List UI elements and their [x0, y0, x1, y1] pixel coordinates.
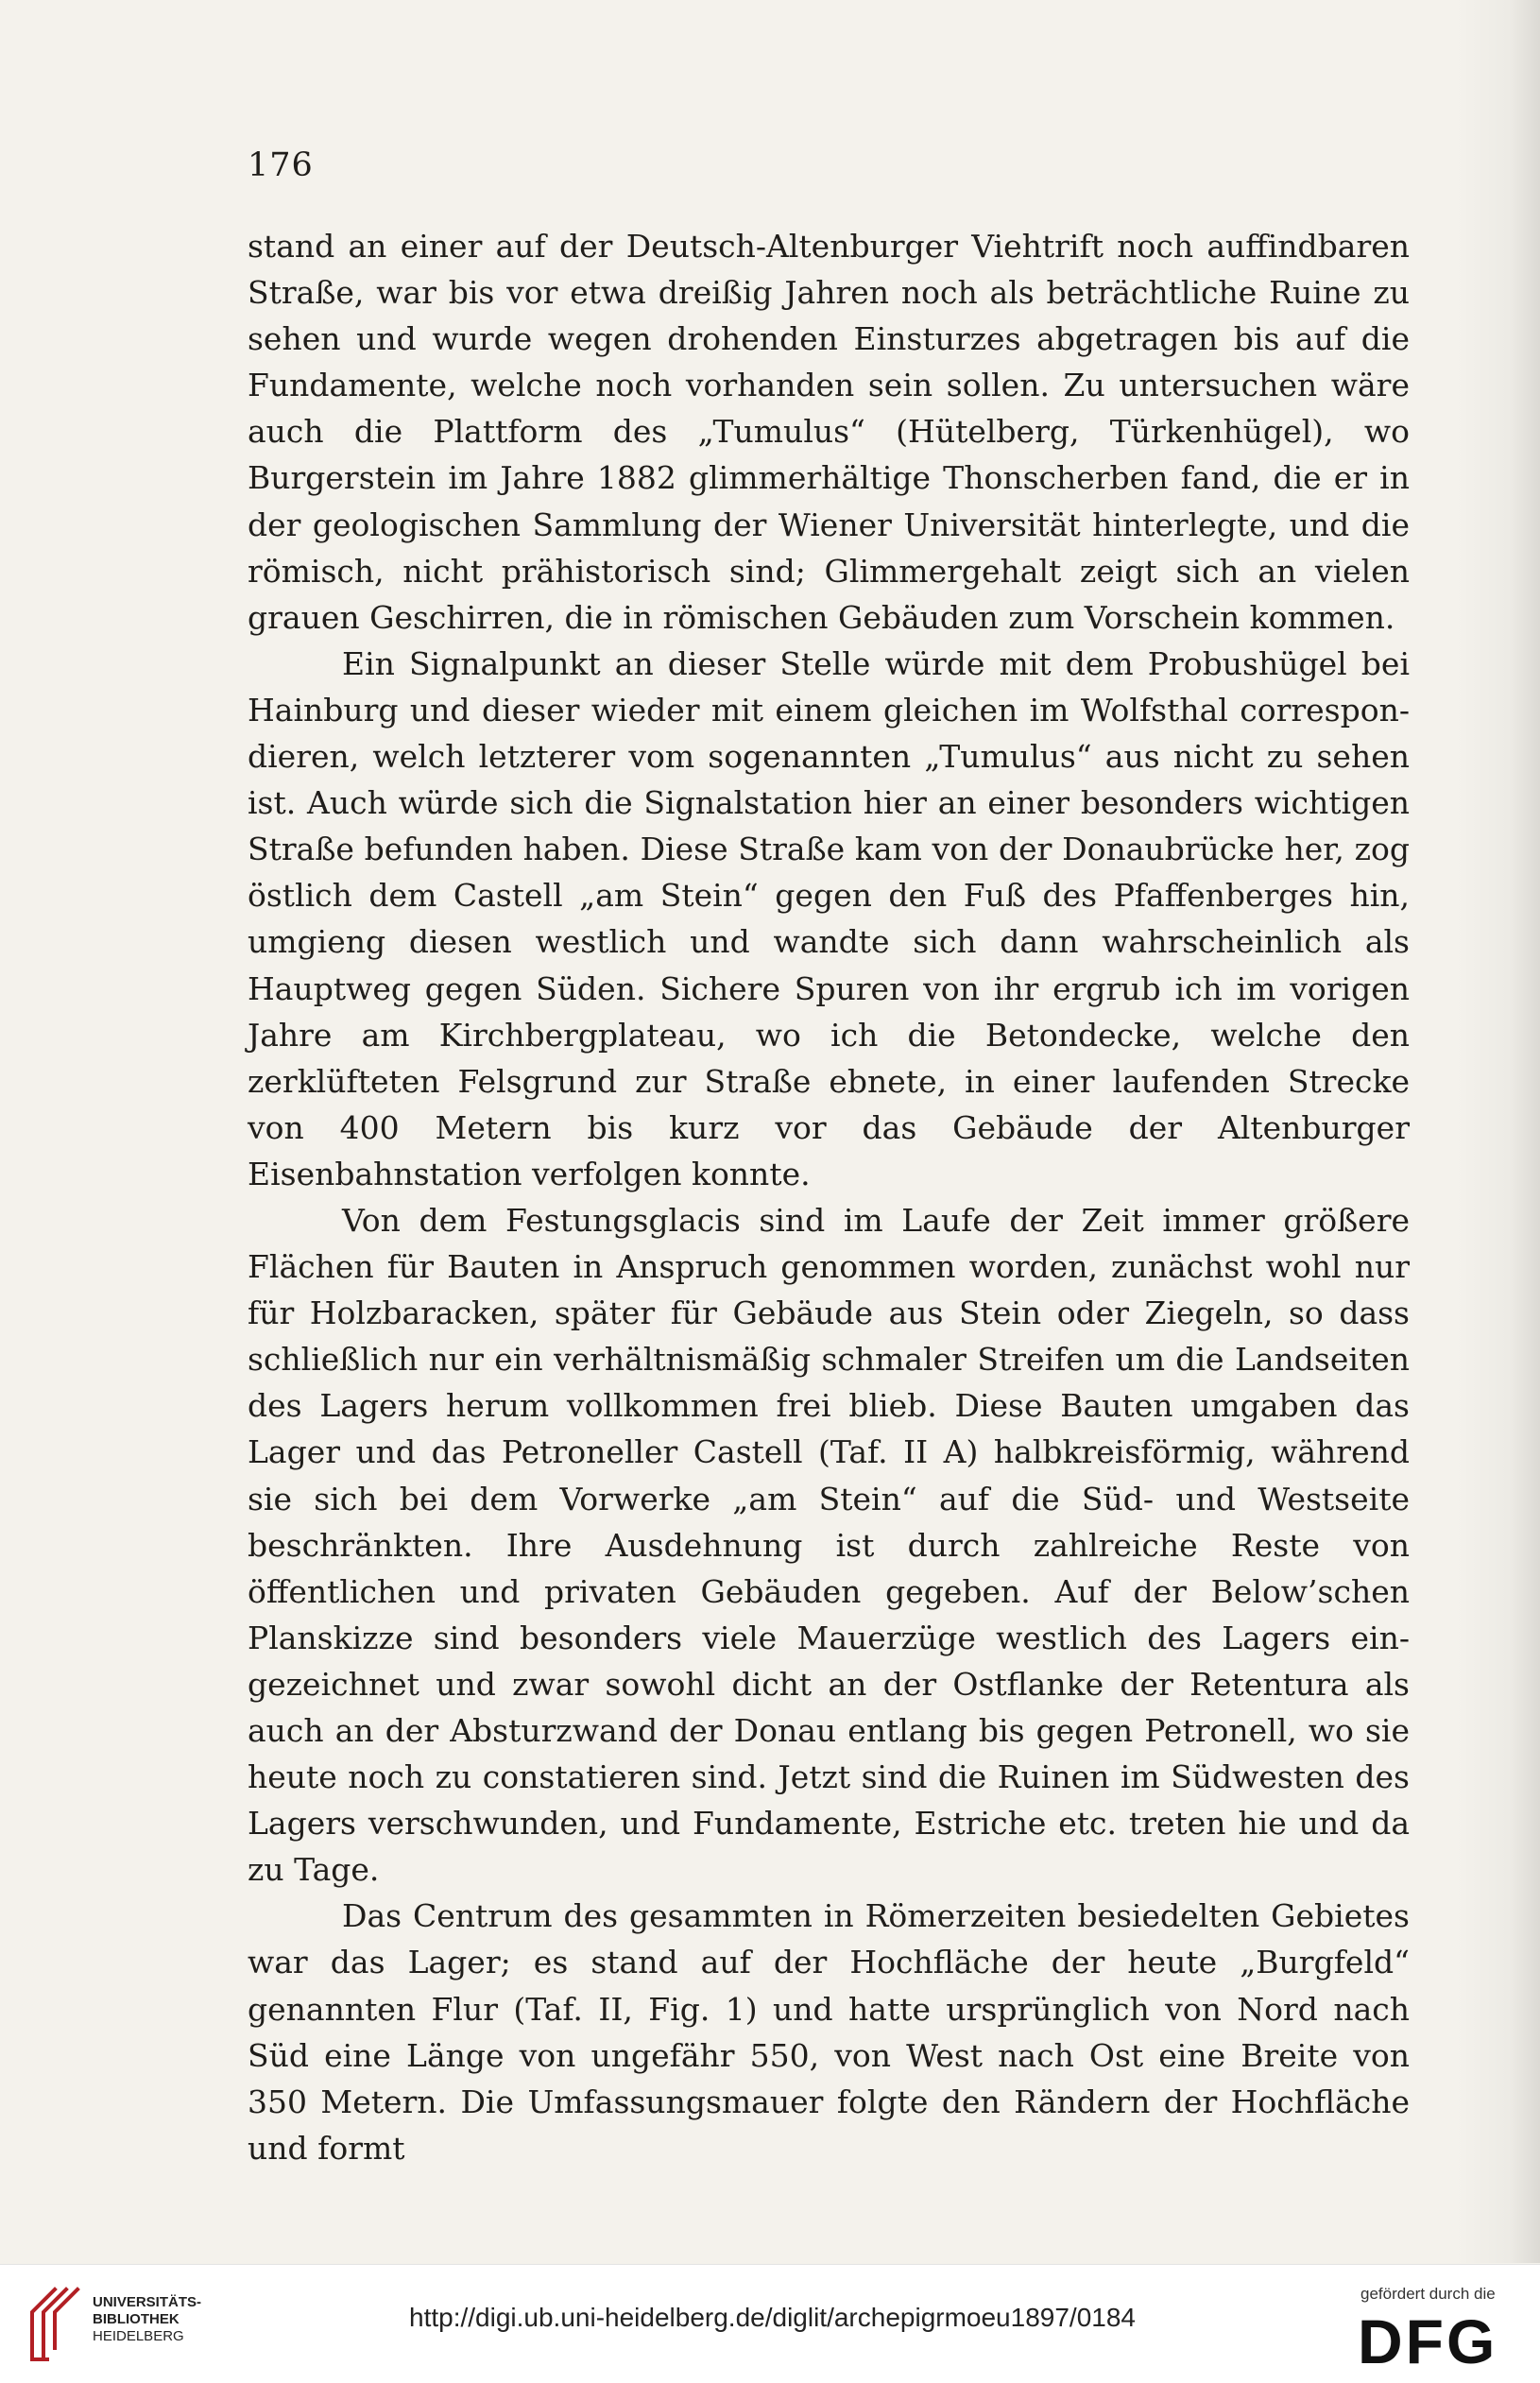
- library-name: [93, 2294, 201, 2345]
- library-name-line-2: BIBLIOTHEK: [93, 2311, 180, 2327]
- funding-caption: gefördert durch die: [1360, 2285, 1496, 2303]
- library-name-line-1: UNIVERSITÄTS-: [93, 2294, 202, 2310]
- paragraph-3: Von dem Festungsglacis sind im Laufe der Zeit immer größere Flächen für Bauten in Anspruch genommen worden, zunächst wohl nur für Holzbaracken, später für Gebäude aus Stein oder Ziegeln, so dass schließlich nur ein verhältnismäßig schmaler Streifen um die Landseiten des Lagers herum vollkommen frei blieb. Diese Bauten umgaben das Lager und das Petroneller Castell (Taf. II A) halbkreisförmig, während sie sich bei dem Vorwerke „am Stein“ auf die Süd- und Westseite beschränkten. Ihre Ausdehnung ist durch zahlreiche Reste von öffentlichen und privaten Gebäuden gegeben. Auf der Below’schen Planskizze sind besonders viele Mauerzüge westlich des Lagers eingezeichnet und zwar sowohl dicht an der Ostflanke der Retentura als auch an der Absturzwand der Donau entlang bis gegen Petronell, wo sie heute noch zu constatieren sind. Jetzt sind die Ruinen im Südwesten des Lagers verschwunden, und Fundamente, Estriche etc. treten hie und da zu Tage.: [248, 1201, 1410, 1889]
- university-library-logo-icon: [19, 2282, 85, 2367]
- paragraph-1: stand an einer auf der Deutsch-Altenburger Viehtrift noch auffindbaren Straße, war bis vor etwa dreißig Jahren noch als beträchtliche Ruine zu sehen und wurde wegen drohenden Einsturzes abgetragen bis auf die Fundamente, welche noch vorhanden sein sollen. Zu untersuchen wäre auch die Plattform des „Tumulus“ (Hütelberg, Türkenhügel), wo Burgerstein im Jahre 1882 glimmerhältige Thonscherben fand, die er in der geologischen Sammlung der Wiener Universität hinterlegte, und die römisch, nicht prähistorisch sind; Glimmergehalt zeigt sich an vielen grauen Geschirren, die in römischen Gebäuden zum Vorschein kommen.: [248, 228, 1410, 636]
- page-fold-shadow: [1455, 0, 1540, 2263]
- page-number: 176: [248, 146, 314, 184]
- digitization-footer: [0, 2264, 1540, 2383]
- dfg-logo: DFG: [1358, 2306, 1498, 2376]
- library-name-line-3: HEIDELBERG: [93, 2328, 184, 2344]
- paragraph-2: Ein Signalpunkt an dieser Stelle würde mit dem Probushügel bei Hainburg und dieser wieder mit einem gleichen im Wolfsthal correspondieren, welch letzterer vom sogenannten „Tumulus“ aus nicht zu sehen ist. Auch würde sich die Signalstation hier an einer besonders wichtigen Straße befunden haben. Diese Straße kam von der Donaubrücke her, zog östlich dem Castell „am Stein“ gegen den Fuß des Pfaffenberges hin, umgieng diesen westlich und wandte sich dann wahrscheinlich als Hauptweg gegen Süden. Sichere Spuren von ihr ergrub ich im vorigen Jahre am Kirchbergplateau, wo ich die Betondecke, welche den zerklüfteten Felsgrund zur Straße ebnete, in einer laufenden Strecke von 400 Metern bis kurz vor das Gebäude der Altenburger Eisenbahnstation verfolgen konnte.: [248, 644, 1410, 1192]
- permalink-url[interactable]: http://digi.ub.uni-heidelberg.de/diglit/archepigrmoeu1897/0184: [409, 2303, 1136, 2332]
- body-text: [248, 223, 1410, 2171]
- paragraph-4: Das Centrum des gesammten in Römerzeiten besiedelten Gebietes war das Lager; es stand auf der Hochfläche der heute „Burgfeld“ genannten Flur (Taf. II, Fig. 1) und hatte ursprünglich von Nord nach Süd eine Länge von ungefähr 550, von West nach Ost eine Breite von 350 Metern. Die Umfassungsmauer folgte den Rändern der Hochfläche und formt: [248, 1897, 1410, 2167]
